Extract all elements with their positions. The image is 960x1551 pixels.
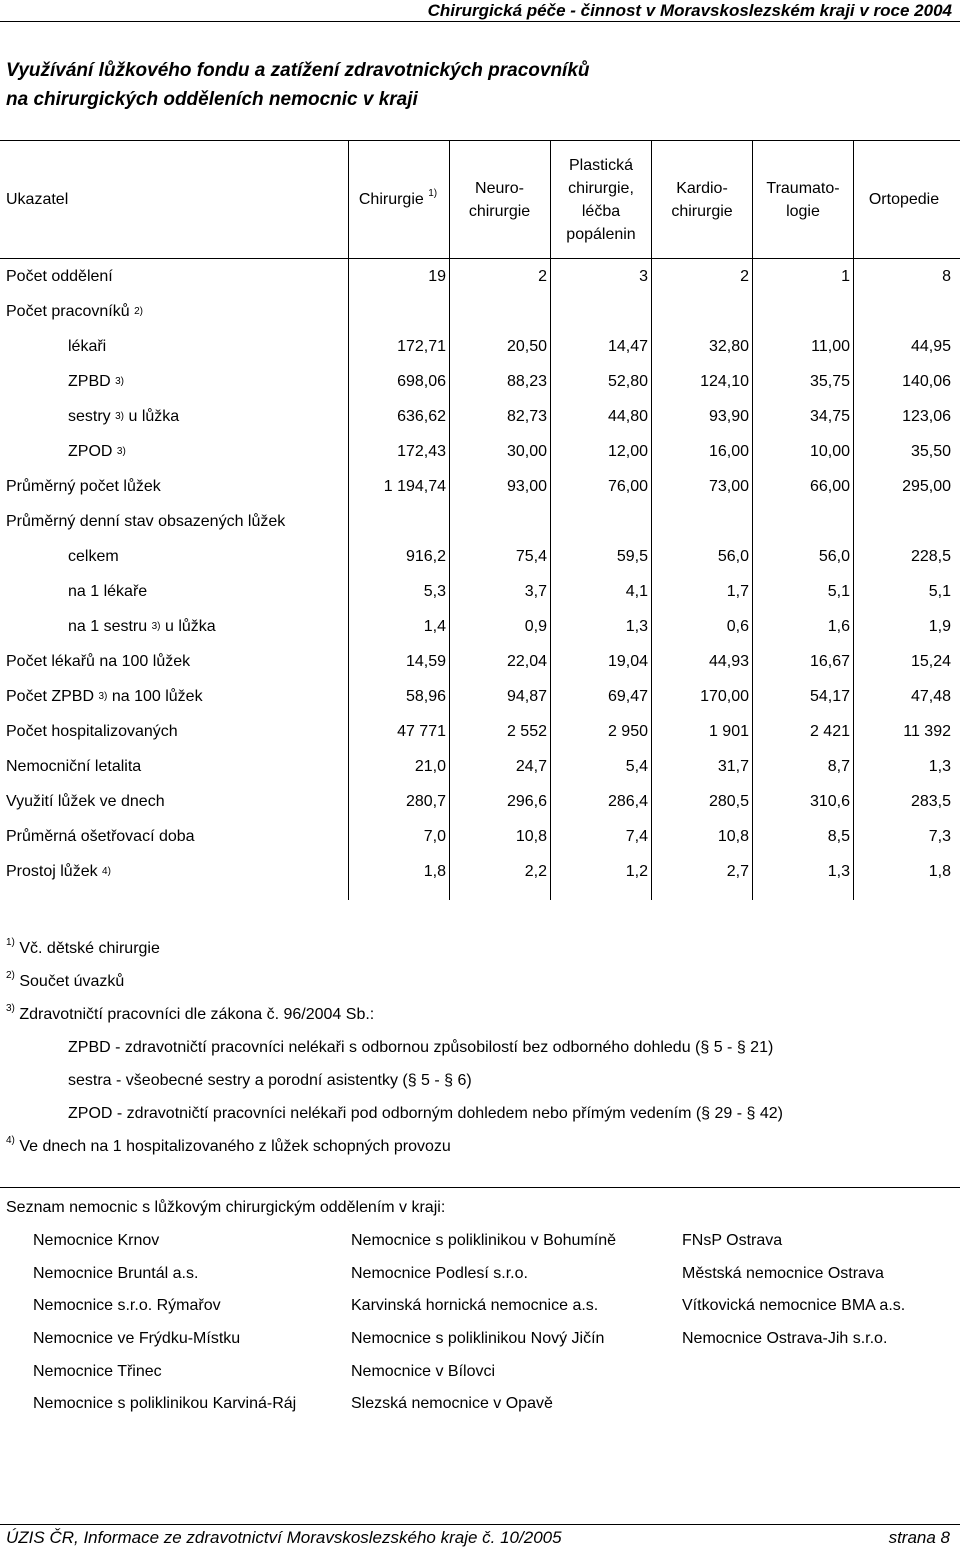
row-label-text: na 1 sestru bbox=[68, 617, 148, 635]
table-row bbox=[0, 609, 960, 644]
row-label bbox=[6, 819, 195, 854]
statistics-table bbox=[0, 140, 960, 889]
table-cell: 1 901 bbox=[708, 722, 749, 740]
table-cell: 1,8 bbox=[928, 862, 951, 880]
header-kardiochirurgie bbox=[652, 141, 752, 258]
table-row bbox=[0, 854, 960, 889]
column-divider bbox=[550, 140, 551, 900]
table-row bbox=[0, 399, 960, 434]
row-label-text: Počet oddělení bbox=[6, 267, 113, 285]
table-cell: 14,47 bbox=[607, 337, 648, 355]
hospitals-column bbox=[33, 1225, 296, 1421]
table-cell: 10,8 bbox=[717, 827, 749, 845]
footnote-marker: 3) bbox=[6, 1003, 15, 1014]
table-cell: 30,00 bbox=[506, 442, 547, 460]
table-cell: 15,24 bbox=[910, 652, 951, 670]
footnote-text: Součet úvazků bbox=[19, 973, 125, 990]
row-label-text: Počet pracovníků bbox=[6, 302, 130, 320]
row-label bbox=[6, 784, 165, 819]
row-label: Počet ZPBD 3) na 100 lůžek bbox=[6, 687, 203, 705]
table-cell: 56,0 bbox=[717, 547, 749, 565]
footnote bbox=[6, 1064, 783, 1097]
table-cell: 1,7 bbox=[726, 582, 749, 600]
table-cell: 93,90 bbox=[708, 407, 749, 425]
table-cell: 19 bbox=[428, 267, 446, 285]
row-label-text: ZPBD bbox=[68, 372, 111, 390]
header-chirurgie bbox=[348, 141, 448, 258]
table-row bbox=[0, 504, 960, 539]
row-label bbox=[6, 644, 190, 679]
table-cell: 56,0 bbox=[818, 547, 850, 565]
header-title: Chirurgická péče - činnost v Moravskoslezském kraji v roce 2004 bbox=[427, 1, 952, 20]
table-cell: 1,6 bbox=[827, 617, 850, 635]
table-cell: 283,5 bbox=[910, 792, 951, 810]
hospital-item: FNsP Ostrava bbox=[682, 1232, 783, 1249]
hospital-item: Nemocnice v Bílovci bbox=[351, 1362, 496, 1380]
header-ukazatel: Ukazatel bbox=[6, 190, 69, 208]
footnote bbox=[6, 965, 783, 998]
footnote bbox=[6, 1097, 783, 1130]
table-cell: 5,1 bbox=[928, 582, 951, 600]
header-plast-line1: Plastická bbox=[568, 156, 634, 174]
header-traumatologie bbox=[753, 141, 853, 258]
table-cell: 93,00 bbox=[506, 477, 547, 495]
table-cell: 1,3 bbox=[928, 757, 951, 775]
table-row bbox=[0, 364, 960, 399]
table-cell: 3,7 bbox=[524, 582, 547, 600]
table-cell: 280,5 bbox=[708, 792, 749, 810]
table-cell: 698,06 bbox=[397, 372, 446, 390]
row-label: Prostoj lůžek 4) bbox=[6, 862, 111, 880]
header-plast-line2: chirurgie, bbox=[568, 179, 634, 197]
footnote-text: sestra - všeobecné sestry a porodní asistentky (§ 5 - § 6) bbox=[68, 1072, 472, 1089]
row-label-text: sestry bbox=[68, 407, 111, 425]
row-label-text: lékaři bbox=[68, 337, 107, 355]
table-cell: 44,80 bbox=[607, 407, 648, 425]
table-cell: 8,5 bbox=[827, 827, 850, 845]
hospital-item: Nemocnice s.r.o. Rýmařov bbox=[33, 1297, 221, 1315]
column-divider bbox=[752, 140, 753, 900]
table-cell: 11,00 bbox=[811, 337, 850, 355]
table-cell: 12,00 bbox=[607, 442, 648, 460]
table-cell: 44,95 bbox=[910, 337, 951, 355]
table-cell: 16,67 bbox=[809, 652, 850, 670]
table-cell: 2 bbox=[740, 267, 749, 285]
table-row bbox=[0, 574, 960, 609]
header-ortopedie-label: Ortopedie bbox=[868, 191, 940, 208]
table-row bbox=[0, 329, 960, 364]
table-row bbox=[0, 469, 960, 504]
header-chirurgie-sup: 1) bbox=[428, 188, 438, 199]
table-cell: 310,6 bbox=[809, 792, 850, 810]
page-title bbox=[6, 56, 590, 114]
table-cell: 66,00 bbox=[809, 477, 850, 495]
hospital-item: Nemocnice ve Frýdku-Místku bbox=[33, 1330, 241, 1348]
header-ortopedie bbox=[854, 141, 954, 258]
table-cell: 69,47 bbox=[607, 687, 648, 705]
table-cell: 88,23 bbox=[506, 372, 547, 390]
table-cell: 172,71 bbox=[397, 337, 446, 355]
footnote bbox=[6, 998, 783, 1031]
table-cell: 7,0 bbox=[423, 827, 446, 845]
row-label-text: celkem bbox=[68, 547, 119, 565]
footer-page-number: strana 8 bbox=[888, 1528, 950, 1547]
row-label-text: Počet lékařů na 100 lůžek bbox=[6, 652, 191, 670]
hospital-item: Nemocnice s poliklinikou Karviná-Ráj bbox=[33, 1395, 297, 1413]
table-cell: 11 392 bbox=[903, 722, 951, 740]
title-line-1: Využívání lůžkového fondu a zatížení zdravotnických pracovníků bbox=[6, 60, 590, 81]
table-cell: 1,4 bbox=[423, 617, 446, 635]
table-cell: 52,80 bbox=[607, 372, 648, 390]
table-cell: 44,93 bbox=[708, 652, 749, 670]
header-trauma-line2: logie bbox=[786, 202, 820, 220]
table-cell: 10,8 bbox=[515, 827, 547, 845]
table-cell: 0,6 bbox=[726, 617, 749, 635]
table-header-row bbox=[0, 140, 960, 259]
footnote bbox=[6, 1031, 783, 1064]
hospitals-column bbox=[682, 1225, 905, 1356]
table-cell: 31,7 bbox=[717, 757, 749, 775]
table-cell: 3 bbox=[639, 267, 648, 285]
page-footer bbox=[0, 1524, 960, 1551]
table-cell: 32,80 bbox=[708, 337, 749, 355]
title-line-2: na chirurgických odděleních nemocnic v kraji bbox=[6, 89, 418, 110]
hospital-item: Slezská nemocnice v Opavě bbox=[351, 1395, 553, 1413]
table-cell: 295,00 bbox=[902, 477, 951, 495]
footnote-marker: 1) bbox=[6, 937, 15, 948]
row-label-text: Prostoj lůžek bbox=[6, 862, 98, 880]
header-trauma-line1: Traumato- bbox=[766, 179, 840, 197]
footnote-text: Zdravotničtí pracovníci dle zákona č. 96/2004 Sb.: bbox=[19, 1006, 375, 1023]
hospital-item: Městská nemocnice Ostrava bbox=[682, 1264, 884, 1282]
table-cell: 22,04 bbox=[506, 652, 547, 670]
table-cell: 10,00 bbox=[809, 442, 850, 460]
table-cell: 1,8 bbox=[423, 862, 446, 880]
table-cell: 286,4 bbox=[607, 792, 648, 810]
column-divider bbox=[449, 140, 450, 900]
footnote bbox=[6, 932, 783, 965]
header-plast-line3: léčba bbox=[581, 202, 621, 220]
table-cell: 21,0 bbox=[414, 757, 446, 775]
table-row bbox=[0, 644, 960, 679]
table-cell: 8,7 bbox=[827, 757, 850, 775]
row-label-text: Využití lůžek ve dnech bbox=[6, 792, 165, 810]
header-neuro-line2: chirurgie bbox=[468, 202, 531, 220]
header-kardio-line2: chirurgie bbox=[671, 202, 733, 220]
table-cell: 5,1 bbox=[827, 582, 850, 600]
footnote-marker: 4) bbox=[6, 1135, 15, 1146]
table-row bbox=[0, 539, 960, 574]
table-cell: 2 421 bbox=[809, 722, 850, 740]
hospital-item: Nemocnice Ostrava-Jih s.r.o. bbox=[682, 1330, 888, 1348]
table-cell: 296,6 bbox=[506, 792, 547, 810]
table-cell: 94,87 bbox=[506, 687, 547, 705]
table-cell: 47 771 bbox=[397, 722, 446, 740]
page-header bbox=[0, 0, 960, 22]
hospital-item: Vítkovická nemocnice BMA a.s. bbox=[682, 1297, 906, 1315]
table-cell: 1,2 bbox=[625, 862, 648, 880]
row-label bbox=[6, 259, 113, 294]
footnote-marker: 2) bbox=[6, 970, 15, 981]
row-label: na 1 sestru 3) u lůžka bbox=[68, 617, 216, 635]
row-label-text: na 1 lékaře bbox=[68, 582, 148, 600]
table-cell: 54,17 bbox=[809, 687, 850, 705]
table-cell: 35,75 bbox=[809, 372, 850, 390]
row-label: ZPOD 3) bbox=[68, 442, 126, 460]
table-cell: 2 950 bbox=[607, 722, 648, 740]
table-cell: 124,10 bbox=[700, 372, 749, 390]
table-cell: 7,3 bbox=[928, 827, 951, 845]
footnote-text: ZPOD - zdravotničtí pracovníci nelékaři pod odborným dohledem nebo přímým vedením (§ 29 - § 42) bbox=[68, 1105, 783, 1122]
row-label bbox=[6, 749, 141, 784]
table-cell: 2 bbox=[538, 267, 547, 285]
section-divider bbox=[0, 1187, 960, 1188]
table-cell: 1,3 bbox=[827, 862, 850, 880]
row-label bbox=[6, 469, 161, 504]
row-label bbox=[68, 539, 119, 574]
table-cell: 34,75 bbox=[809, 407, 850, 425]
table-cell: 75,4 bbox=[515, 547, 547, 565]
hospital-item: Nemocnice Bruntál a.s. bbox=[33, 1264, 199, 1282]
table-cell: 59,5 bbox=[616, 547, 648, 565]
header-neurochirurgie bbox=[449, 141, 550, 258]
table-cell: 24,7 bbox=[515, 757, 547, 775]
table-cell: 7,4 bbox=[625, 827, 648, 845]
table-row bbox=[0, 679, 960, 714]
row-label-text: Průměrná ošetřovací doba bbox=[6, 827, 195, 845]
row-label-text: ZPOD bbox=[68, 442, 113, 460]
footnote-text: Vč. dětské chirurgie bbox=[19, 940, 160, 957]
row-label: sestry 3) u lůžka bbox=[68, 407, 180, 425]
table-cell: 20,50 bbox=[506, 337, 547, 355]
table-cell: 2 552 bbox=[506, 722, 547, 740]
row-label-suffix: na 100 lůžek bbox=[111, 687, 203, 705]
row-label-text: Počet hospitalizovaných bbox=[6, 722, 178, 740]
row-label-suffix: u lůžka bbox=[164, 617, 216, 635]
header-chirurgie-label: Chirurgie bbox=[358, 191, 424, 208]
table-row bbox=[0, 259, 960, 294]
table-cell: 916,2 bbox=[405, 547, 446, 565]
table-cell: 140,06 bbox=[902, 372, 951, 390]
table-cell: 16,00 bbox=[708, 442, 749, 460]
table-cell: 5,3 bbox=[423, 582, 446, 600]
table-cell: 8 bbox=[942, 267, 951, 285]
header-plasticka bbox=[551, 141, 651, 258]
table-row bbox=[0, 434, 960, 469]
table-cell: 1,3 bbox=[625, 617, 648, 635]
footnotes bbox=[6, 932, 783, 1163]
hospital-item: Nemocnice s poliklinikou v Bohumíně bbox=[351, 1232, 617, 1249]
footnote bbox=[6, 1130, 783, 1163]
row-label-text: Průměrný počet lůžek bbox=[6, 477, 161, 495]
table-cell: 82,73 bbox=[506, 407, 547, 425]
table-cell: 280,7 bbox=[405, 792, 446, 810]
table-cell: 2,2 bbox=[524, 862, 547, 880]
table-cell: 172,43 bbox=[397, 442, 446, 460]
header-plast-line4: popálenin bbox=[566, 225, 636, 243]
table-cell: 5,4 bbox=[625, 757, 648, 775]
table-cell: 1 bbox=[841, 267, 850, 285]
row-label bbox=[68, 329, 106, 364]
table-row bbox=[0, 294, 960, 329]
hospitals-title: Seznam nemocnic s lůžkovým chirurgickým oddělením v kraji: bbox=[6, 1199, 446, 1216]
table-cell: 0,9 bbox=[524, 617, 547, 635]
table-cell: 19,04 bbox=[607, 652, 648, 670]
footer-source: ÚZIS ČR, Informace ze zdravotnictví Moravskoslezského kraje č. 10/2005 bbox=[6, 1528, 562, 1547]
table-cell: 2,7 bbox=[726, 862, 749, 880]
table-cell: 228,5 bbox=[910, 547, 951, 565]
column-divider bbox=[853, 140, 854, 900]
table-cell: 14,59 bbox=[405, 652, 446, 670]
row-label: ZPBD 3) bbox=[68, 372, 125, 390]
table-cell: 58,96 bbox=[405, 687, 446, 705]
table-cell: 170,00 bbox=[700, 687, 749, 705]
hospital-item: Karvinská hornická nemocnice a.s. bbox=[351, 1297, 599, 1315]
table-body bbox=[0, 259, 960, 889]
hospital-item: Nemocnice Krnov bbox=[33, 1232, 160, 1249]
table-row bbox=[0, 819, 960, 854]
row-label-text: Průměrný denní stav obsazených lůžek bbox=[6, 512, 286, 530]
table-cell: 1 194,74 bbox=[383, 477, 446, 495]
row-label bbox=[6, 504, 285, 539]
table-cell: 47,48 bbox=[910, 687, 951, 705]
row-label-text: Počet ZPBD bbox=[6, 687, 95, 705]
table-row bbox=[0, 749, 960, 784]
column-divider bbox=[348, 140, 349, 900]
hospital-item: Nemocnice s poliklinikou Nový Jičín bbox=[351, 1330, 605, 1348]
header-neuro-line1: Neuro- bbox=[475, 179, 524, 197]
column-divider bbox=[651, 140, 652, 900]
table-cell: 1,9 bbox=[928, 617, 951, 635]
hospital-item: Nemocnice Podlesí s.r.o. bbox=[351, 1264, 528, 1282]
table-cell: 4,1 bbox=[625, 582, 648, 600]
table-cell: 35,50 bbox=[910, 442, 951, 460]
row-label bbox=[6, 714, 178, 749]
row-label: Počet pracovníků 2) bbox=[6, 302, 143, 320]
row-label-text: Nemocniční letalita bbox=[6, 757, 142, 775]
footnote-text: Ve dnech na 1 hospitalizovaného z lůžek schopných provozu bbox=[19, 1138, 451, 1155]
hospital-item: Nemocnice Třinec bbox=[33, 1362, 162, 1380]
row-label bbox=[68, 574, 147, 609]
hospitals-column bbox=[351, 1225, 616, 1421]
table-row bbox=[0, 714, 960, 749]
header-kardio-line1: Kardio- bbox=[676, 179, 728, 197]
table-cell: 636,62 bbox=[397, 407, 446, 425]
table-cell: 76,00 bbox=[607, 477, 648, 495]
table-cell: 123,06 bbox=[902, 407, 951, 425]
table-cell: 73,00 bbox=[708, 477, 749, 495]
footnote-text: ZPBD - zdravotničtí pracovníci nelékaři s odbornou způsobilostí bez odborného dohledu (§ 5 - § 21) bbox=[68, 1039, 774, 1056]
table-row bbox=[0, 784, 960, 819]
row-label-suffix: u lůžka bbox=[128, 407, 180, 425]
